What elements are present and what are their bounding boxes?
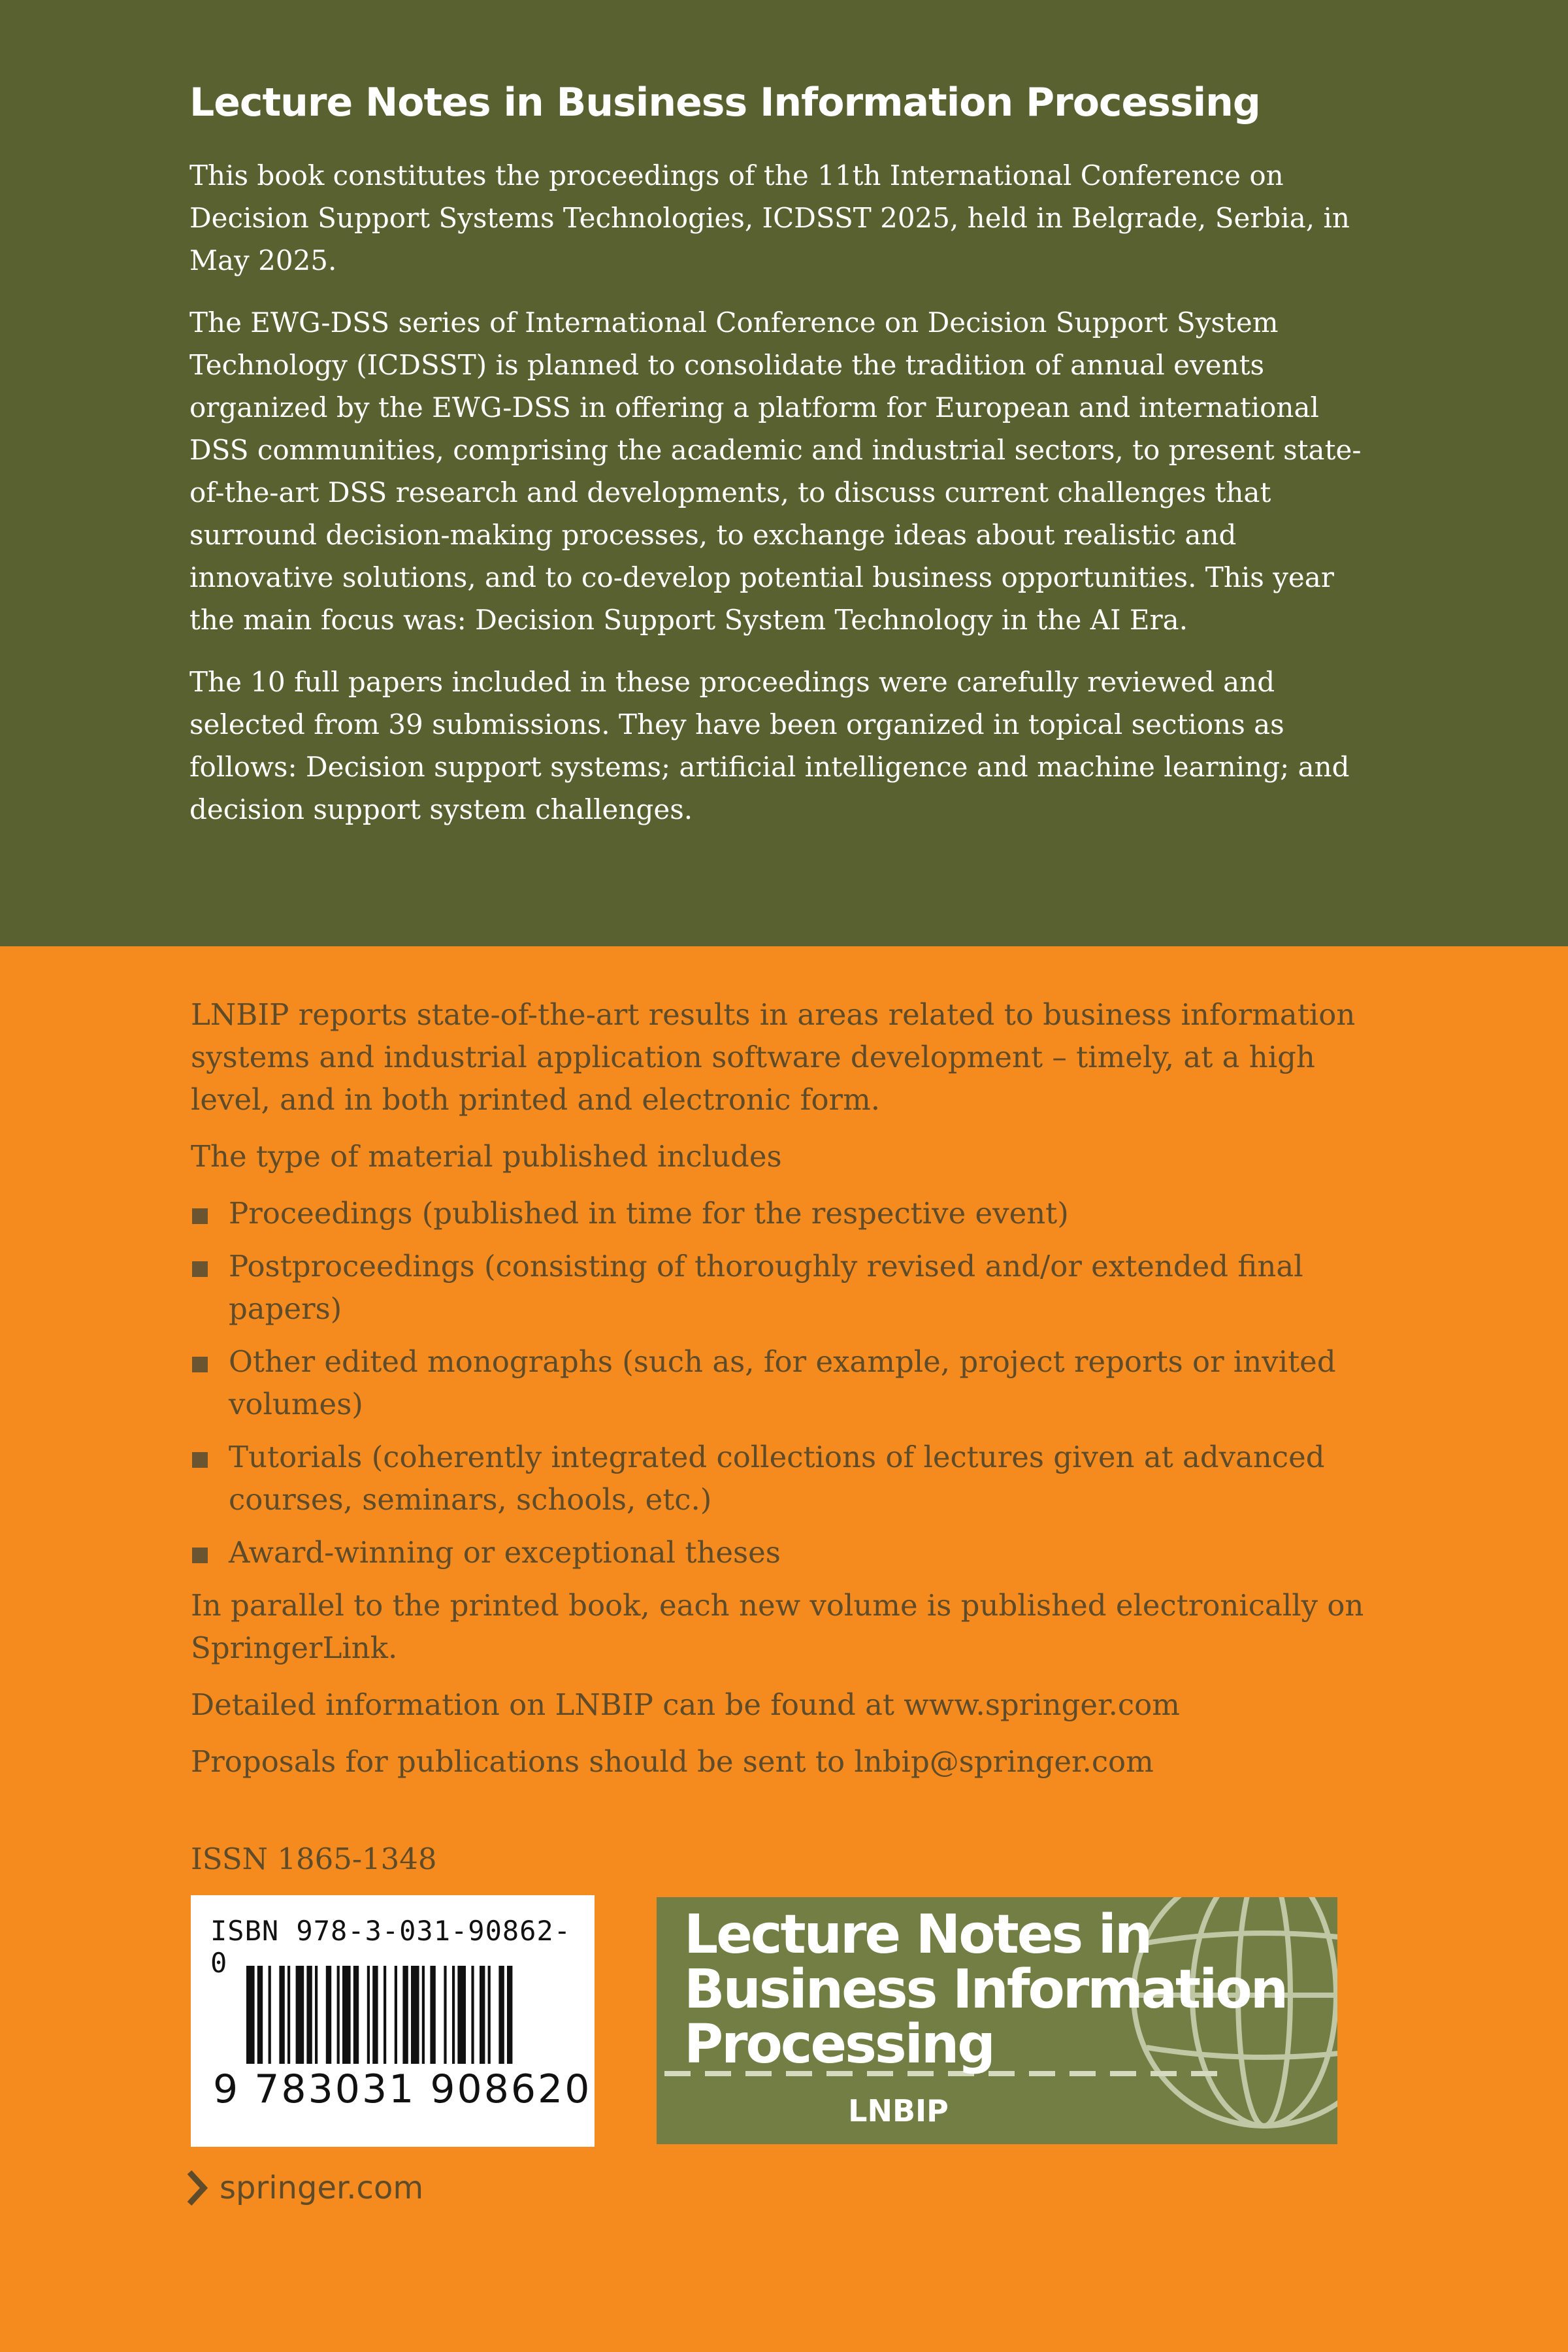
list-item-text: Postproceedings (consisting of thoroughly revised and/or extended final papers): [229, 1249, 1303, 1326]
chevron-right-icon: [184, 2168, 210, 2208]
barcode-bar: [287, 1966, 290, 2064]
barcode-bar: [353, 1966, 359, 2064]
summary-paragraph: The EWG-DSS series of International Conference on Decision Support System Technology (ICDSST) is planned to consolidate the tradition of annual events organized by the EWG-DSS in offering a platform for European and international DSS communities, comprising the academic and industrial sectors, to present state-of-the-art DSS research and developments, to discuss current challenges that surround decision-making processes, to exchange ideas about realistic and innovative solutions, and to co-develop potential business opportunities. This year the main focus was: Decision Support System Technology in the AI Era.: [189, 306, 1362, 636]
springer-link[interactable]: [184, 2168, 423, 2208]
barcode-bar: [471, 1966, 474, 2064]
barcode-bar: [480, 1966, 485, 2064]
barcode-bar: [488, 1966, 491, 2064]
square-bullet-icon: [192, 1452, 208, 1468]
list-item-text: Proceedings (published in time for the respective event): [229, 1196, 1069, 1231]
barcode-bar: [315, 1966, 318, 2064]
square-bullet-icon: [192, 1208, 208, 1224]
barcode-digits: 9 783031 908620: [213, 2066, 592, 2112]
list-item: [191, 1245, 1393, 1330]
proposals-note: Proposals for publications should be sent to lnbip@springer.com: [191, 1744, 1154, 1779]
isbn-number: ISBN 978-3-031-90862-0: [210, 1915, 572, 1979]
barcode-bar: [507, 1966, 512, 2064]
list-item: [191, 1340, 1393, 1425]
barcode-bar: [457, 1966, 466, 2064]
summary-paragraph: This book constitutes the proceedings of the 11th International Conference on Decision Support Systems Technologies, ICDSST 2025, held in Belgrade, Serbia, in May 2025.: [189, 159, 1350, 276]
barcode-bar: [296, 1966, 304, 2064]
series-info-text: [191, 993, 1393, 1797]
springer-link-text: springer.com: [220, 2170, 424, 2206]
series-intro: LNBIP reports state-of-the-art results in areas related to business information systems and industrial application software development – timely, at a high level, and in both printed and electronic form.: [191, 997, 1356, 1117]
barcode-bar: [402, 1966, 408, 2064]
barcode-bar: [498, 1966, 504, 2064]
barcode-bar: [269, 1966, 271, 2064]
logo-title: Lecture Notes in Business Information Processing: [684, 1904, 1287, 2076]
barcode-bar: [430, 1966, 435, 2064]
material-list: [191, 1192, 1393, 1574]
barcode-bar: [367, 1966, 370, 2064]
list-item-text: Other edited monographs (such as, for example, project reports or invited volumes): [229, 1344, 1336, 1421]
barcode-bar: [257, 1966, 263, 2064]
barcode-bar: [422, 1966, 425, 2064]
list-item: [191, 1436, 1393, 1521]
list-item: [191, 1531, 1393, 1574]
summary-paragraph: The 10 full papers included in these proceedings were carefully reviewed and selected from 39 submissions. They have been organized in topical sections as follows: Decision support systems; artificial intelligence and machine learning; and decision support system challenges.: [189, 666, 1350, 825]
square-bullet-icon: [192, 1261, 208, 1277]
summary-text: [189, 154, 1379, 850]
barcode-bar: [372, 1966, 378, 2064]
barcode-bar: [384, 1966, 386, 2064]
electronic-publication-note: In parallel to the printed book, each new volume is published electronically on SpringerLink.: [191, 1588, 1364, 1665]
barcode-bar: [411, 1966, 419, 2064]
info-note: Detailed information on LNBIP can be found at www.springer.com: [191, 1687, 1180, 1722]
lnbip-logo: [657, 1897, 1337, 2144]
barcode-bar: [395, 1966, 397, 2064]
square-bullet-icon: [192, 1548, 208, 1563]
logo-abbreviation: LNBIP: [848, 2093, 949, 2128]
barcode-bar: [452, 1966, 455, 2064]
barcode-bar: [342, 1966, 351, 2064]
barcode-bar: [279, 1966, 284, 2064]
isbn-barcode: [191, 1895, 595, 2147]
series-title: Lecture Notes in Business Information Processing: [189, 80, 1260, 125]
list-item: [191, 1192, 1393, 1234]
square-bullet-icon: [192, 1357, 208, 1372]
barcode-bar: [337, 1966, 340, 2064]
barcode-bar: [326, 1966, 331, 2064]
list-item-text: Award-winning or exceptional theses: [229, 1535, 781, 1570]
summary-panel: [0, 0, 1568, 946]
barcode-bar: [444, 1966, 446, 2064]
material-heading: The type of material published includes: [191, 1139, 782, 1174]
barcode-bar: [306, 1966, 312, 2064]
list-item-text: Tutorials (coherently integrated collections of lectures given at advanced courses, seminars, schools, etc.): [229, 1440, 1325, 1517]
barcode-bar: [246, 1966, 255, 2064]
issn: ISSN 1865-1348: [191, 1842, 437, 1876]
